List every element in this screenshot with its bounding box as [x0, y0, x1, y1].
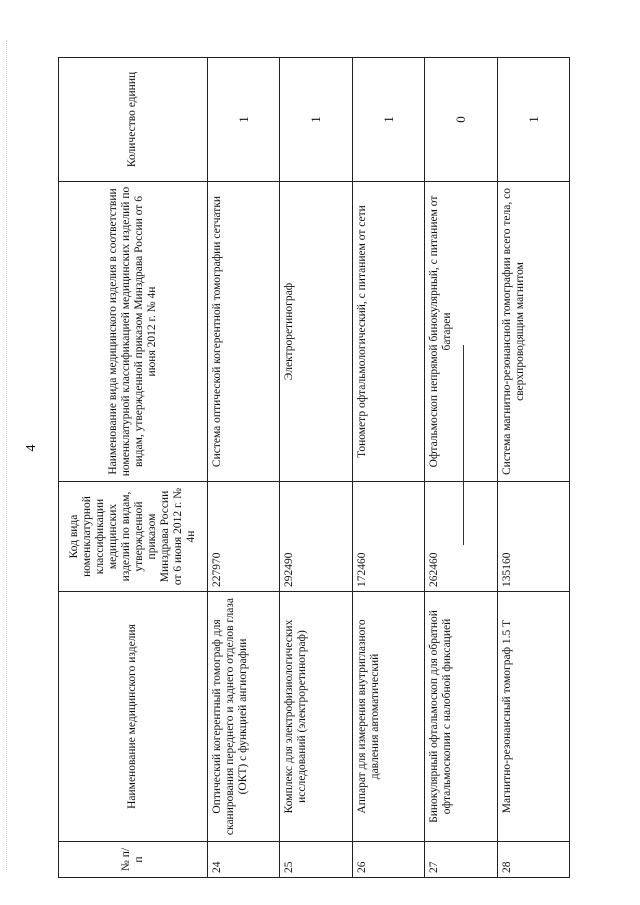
cell-qty: 1	[497, 58, 569, 182]
cell-num: 24	[207, 842, 279, 878]
header-qty: Количество единиц	[59, 58, 208, 182]
cell-qty: 1	[207, 58, 279, 182]
cell-num: 26	[352, 842, 424, 878]
cell-qty: 1	[352, 58, 424, 182]
cell-type: Электроретинограф	[280, 182, 352, 482]
cell-code: 292490	[280, 482, 352, 592]
cell-name: Комплекс для электрофизиологических исследований (электроретинограф)	[280, 592, 352, 842]
cell-type: Система магнитно-резонансной томографии всего тела, со сверхпроводящим магнитом	[497, 182, 569, 482]
table-row	[207, 58, 279, 878]
cell-code: 135160	[497, 482, 569, 592]
header-num: № п/п	[59, 842, 208, 878]
cell-type: Офтальмоскоп непрямой бинокулярный, с питанием от батареи	[425, 182, 497, 482]
table-row	[352, 58, 424, 878]
cell-code: 227970	[207, 482, 279, 592]
page-number: 4	[24, 444, 39, 452]
equipment-table-container	[58, 58, 570, 878]
cell-qty: 1	[280, 58, 352, 182]
cell-name: Оптический когерентный томограф для сканирования переднего и заднего отделов глаза (ОКТ) с функцией ангиографии	[207, 592, 279, 842]
cell-num: 28	[497, 842, 569, 878]
scan-edge-dots	[6, 40, 8, 870]
table-row	[497, 58, 569, 878]
cell-type: Тонометр офтальмологический, с питанием от сети	[352, 182, 424, 482]
header-code: Код вида номенклатурной классификации медицинских изделий по видам, утвержденной приказом Минздрава России от 6 июня 2012 г. № 4н	[59, 482, 208, 592]
cell-code: 262460	[425, 482, 497, 592]
header-type: Наименование вида медицинского изделия в соответствии номенклатурной классификацией медицинских изделий по видам, утвержденной приказом Минздрава России от 6 июня 2012 г. № 4н	[59, 182, 208, 482]
cell-code: 172460	[352, 482, 424, 592]
header-name: Наименование медицинского изделия	[59, 592, 208, 842]
cell-type: Система оптической когерентной томографии сетчатки	[207, 182, 279, 482]
table-row	[425, 58, 497, 878]
cell-name: Магнитно-резонансный томограф 1.5 Т	[497, 592, 569, 842]
table-header-row	[59, 58, 208, 878]
cell-num: 25	[280, 842, 352, 878]
cell-qty: 0	[425, 58, 497, 182]
cell-name: Аппарат для измерения внутриглазного давления автоматический	[352, 592, 424, 842]
cell-name: Бинокулярный офтальмоскоп для обратной офтальмоскопии с налобной фиксацией	[425, 592, 497, 842]
equipment-table	[58, 57, 570, 878]
cell-num: 27	[425, 842, 497, 878]
table-row	[280, 58, 352, 878]
